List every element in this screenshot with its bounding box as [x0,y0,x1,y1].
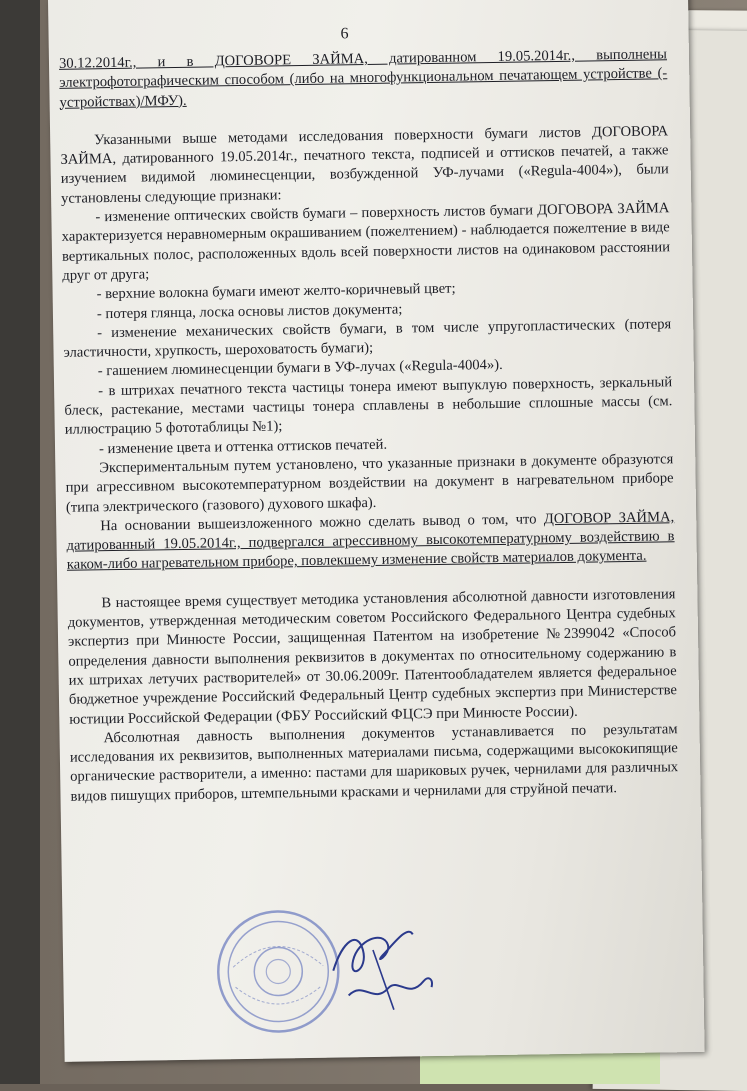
paragraph-sign-optical: - изменение оптических свойств бумаги – поверхность листов бумаги ДОГОВОРА ЗАЙМА характеризуется неравномерным окрашиванием (пожелтением) - наблюдается пожелтение в виде вертикальных полос, расположенных вдоль всей поверхности листов на одинаковом расстоянии друг от друга; [61,200,671,284]
page-number: 6 [340,25,349,43]
document-body [59,45,679,806]
paragraph-sign-stamp-color: - изменение цвета и оттенка оттисков печатей. [98,436,388,457]
paragraph-sign-gloss: - потеря глянца, лоска основы листов документа; [96,301,403,322]
conclusion-lead: На основании вышеизложенного можно сделать вывод о том, что [100,511,537,535]
paragraph-absolute-age: Абсолютная давность выполнения документов устанавливается по результатам исследования их реквизитов, выполненных материалами письма, содержащими высококипящие органические растворители, а именно: пастами для шариковых ручек, чернилами для различных видов пишущих приборов, штемпельными красками и чернилами для струйной печати. [69,720,679,805]
paragraph-sign-luminescence: - гашением люминесценции бумаги в УФ-лучах («Regula-4004»). [97,357,503,380]
paragraph-methodology: В настоящее время существует методика установления абсолютной давности изготовления документов, утвержденная методическим советом Российского Федерального Центра судебных экспертиз при Минюсте России, защищенная Патентом на изобретение №2399042 «Способ определения давности выполнения реквизитов в документах по относительному содержанию в их штрихах летучих растворителей» от 30.06.2009г. Патентообладателем является федеральное бюджетное учреждение Российский Федеральный Центр судебных экспертиз при Министерстве юстиции Российской Федерации (ФБУ Российский ФЦСЭ при Минюсте России). [67,585,678,728]
paragraph-sign-mechanical: - изменение механических свойств бумаги, в том числе упругопластических (потеря эластичности, хрупкость, шероховатость бумаги); [63,316,672,361]
paragraph-experiment: Экспериментальным путем установлено, что указанные признаки в документе образуются при агрессивном высокотемпературном воздействии на документ в нагревательном приборе (типа электрического (газового) духового шкафа). [65,451,674,516]
paragraph-sign-fibers: - верхние волокна бумаги имеют желто-коричневый цвет; [96,280,456,303]
paragraph-methods: Указанными выше методами исследования поверхности бумаги листов ДОГОВОРА ЗАЙМА, датированного 19.05.2014г., печатного текста, подписей и оттисков печатей, а также изучением видимой люминесценции, возбужденной УФ-лучами («Regula-4004»), были установлены следующие признаки: [60,123,669,207]
document-page [48,0,705,1062]
paragraph-sign-toner: - в штрихах печатного текста частицы тонера имеют выпуклую поверхность, зеркальный блеск, растекание, местами частицы тонера сплавлены в небольшие сплошные массы (см. иллюстрацию 5 фототаблицы №1); [64,373,673,439]
signature [312,909,444,1021]
paragraph-intro: 30.12.2014г., и в ДОГОВОРЕ ЗАЙМА, датированном 19.05.2014г., выполнены электрофотографическим способом (либо на многофункциональном печатающем устройстве (-устройствах)/МФУ). [58,46,668,111]
conclusion-finding: ДОГОВОР ЗАЙМА, датированный 19.05.2014г., подвергался агрессивному высокотемпературному воздействию в каком-либо нагревательном приборе, повлекшему изменение свойств материалов документа. [66,509,675,574]
paragraph-conclusion [66,508,675,575]
